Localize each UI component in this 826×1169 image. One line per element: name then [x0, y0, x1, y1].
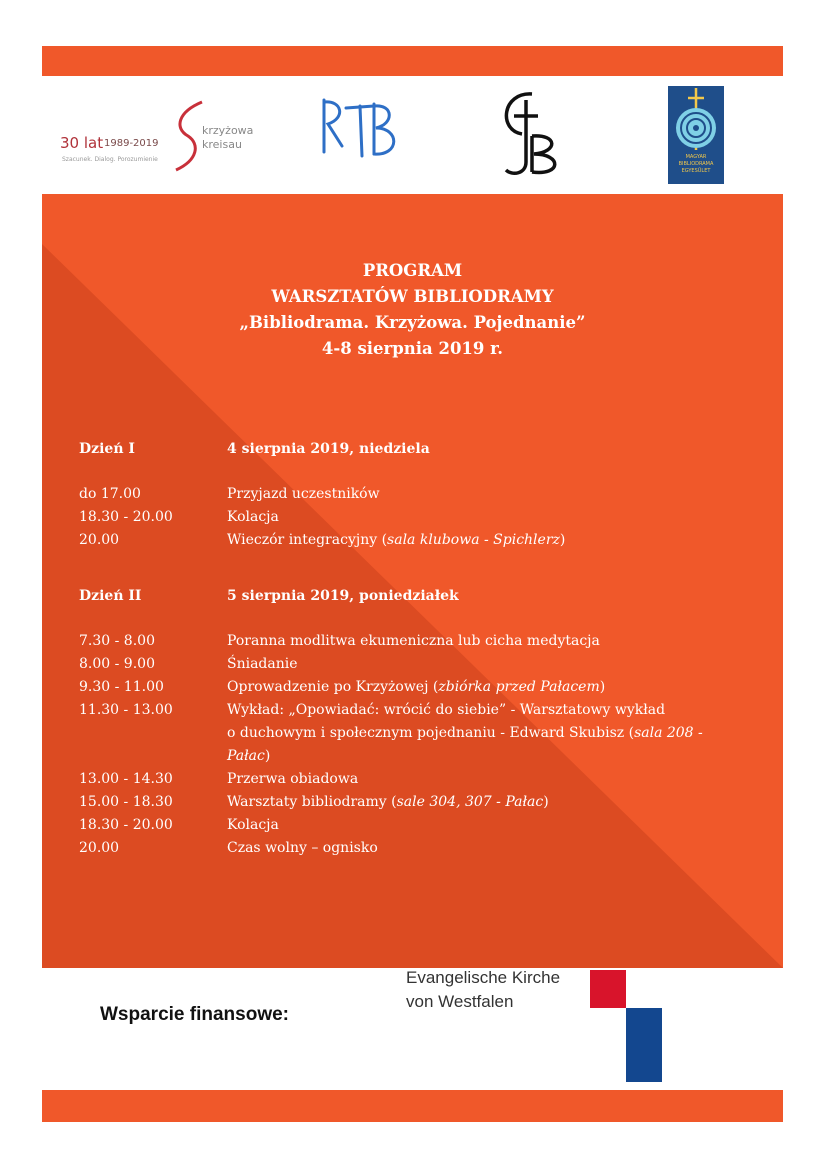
day-label: Dzień I [79, 441, 135, 457]
row-text: Czas wolny – ognisko [227, 840, 378, 856]
rtb-logo [316, 94, 406, 174]
title-line-2: WARSZTATÓW BIBLIODRAMY [271, 287, 554, 306]
schedule-row [79, 768, 739, 791]
schedule-row [79, 814, 739, 837]
row-time: 15.00 - 18.30 [79, 794, 173, 810]
day-1-header [79, 438, 739, 461]
row-time: 20.00 [79, 840, 120, 856]
row-text: Poranna modlitwa ekumeniczna lub cicha medytacja [227, 633, 600, 649]
top-orange-bar [42, 46, 783, 76]
row-text: Kolacja [227, 509, 279, 525]
row-text: Pałac) [227, 748, 271, 764]
support-label: Wsparcie finansowe: [100, 1004, 289, 1025]
title-line-4: 4-8 sierpnia 2019 r. [321, 339, 504, 358]
day-2-header [79, 585, 739, 608]
row-text: o duchowym i społecznym pojednaniu - Edward Skubisz (sala 208 - [227, 725, 703, 741]
schedule-row [79, 837, 739, 860]
row-note: sale 304, 307 - Pałac [396, 794, 544, 810]
row-text: Warsztaty bibliodramy (sale 304, 307 - Pałac) [227, 794, 549, 810]
schedule-row [79, 791, 739, 814]
title-line-3: „Bibliodrama. Krzyżowa. Pojednanie” [239, 313, 586, 332]
day-date: 4 sierpnia 2019, niedziela [227, 441, 430, 457]
schedule-row [79, 722, 739, 745]
schedule-row [79, 653, 739, 676]
title-line-1: PROGRAM [362, 261, 463, 280]
schedule-row [79, 630, 739, 653]
row-time: 20.00 [79, 532, 120, 548]
row-time: 13.00 - 14.30 [79, 771, 173, 787]
row-text: Wykład: „Opowiadać: wrócić do siebie” - Warsztatowy wykład [227, 702, 666, 718]
schedule-row [79, 529, 739, 552]
bottom-orange-bar [42, 1090, 783, 1122]
schedule-row [79, 483, 739, 506]
row-time: 11.30 - 13.00 [79, 702, 173, 718]
sponsor-logo-mark [590, 970, 662, 1082]
kreisau-name-line2: kreisau [202, 138, 242, 151]
row-time: 18.30 - 20.00 [79, 509, 173, 525]
row-text: Wieczór integracyjny (sala klubowa - Spichlerz) [227, 532, 566, 548]
kreisau-name-line1: krzyżowa [202, 124, 254, 137]
row-time: do 17.00 [79, 486, 141, 502]
schedule-row [79, 699, 739, 722]
row-time: 9.30 - 11.00 [79, 679, 164, 695]
row-text: Przyjazd uczestników [227, 486, 380, 502]
row-note: sala klubowa - Spichlerz [387, 532, 560, 548]
row-time: 8.00 - 9.00 [79, 656, 155, 672]
magyar-text-1: MAGYAR [685, 154, 707, 160]
krzyzowa-logo [60, 96, 260, 176]
schedule [79, 438, 739, 860]
magyar-text-3: EGYESÜLET [681, 168, 711, 174]
program-title [42, 258, 783, 362]
gfb-logo [492, 86, 568, 182]
kreisau-tagline: Szacunek. Dialog. Porozumienie [62, 156, 158, 163]
row-text: Kolacja [227, 817, 279, 833]
row-note: Pałac [227, 748, 265, 764]
day-date: 5 sierpnia 2019, poniedziałek [227, 588, 459, 604]
anniversary-text: 30 lat [60, 134, 104, 152]
schedule-row [79, 506, 739, 529]
sponsor-name [406, 966, 560, 1014]
anniversary-years: 1989-2019 [104, 138, 159, 149]
row-time: 7.30 - 8.00 [79, 633, 155, 649]
day-label: Dzień II [79, 588, 142, 604]
row-time: 18.30 - 20.00 [79, 817, 173, 833]
sponsor-line-1: Evangelische Kirche [406, 968, 561, 987]
row-note: zbiórka przed Pałacem [438, 679, 600, 695]
kreisau-name [202, 124, 253, 152]
magyar-logo-text [670, 154, 722, 175]
row-time [79, 722, 227, 745]
schedule-row [79, 676, 739, 699]
row-text: Przerwa obiadowa [227, 771, 359, 787]
row-text: Oprowadzenie po Krzyżowej (zbiórka przed Pałacem) [227, 679, 606, 695]
row-text: Śniadanie [227, 656, 298, 672]
magyar-bibliodrama-logo [668, 86, 724, 184]
magyar-text-2: BIBLIODRAMA [678, 161, 714, 167]
schedule-row [79, 745, 739, 768]
sponsor-line-2: von Westfalen [406, 992, 514, 1011]
row-note: sala 208 - [634, 725, 703, 741]
row-time [79, 745, 227, 768]
